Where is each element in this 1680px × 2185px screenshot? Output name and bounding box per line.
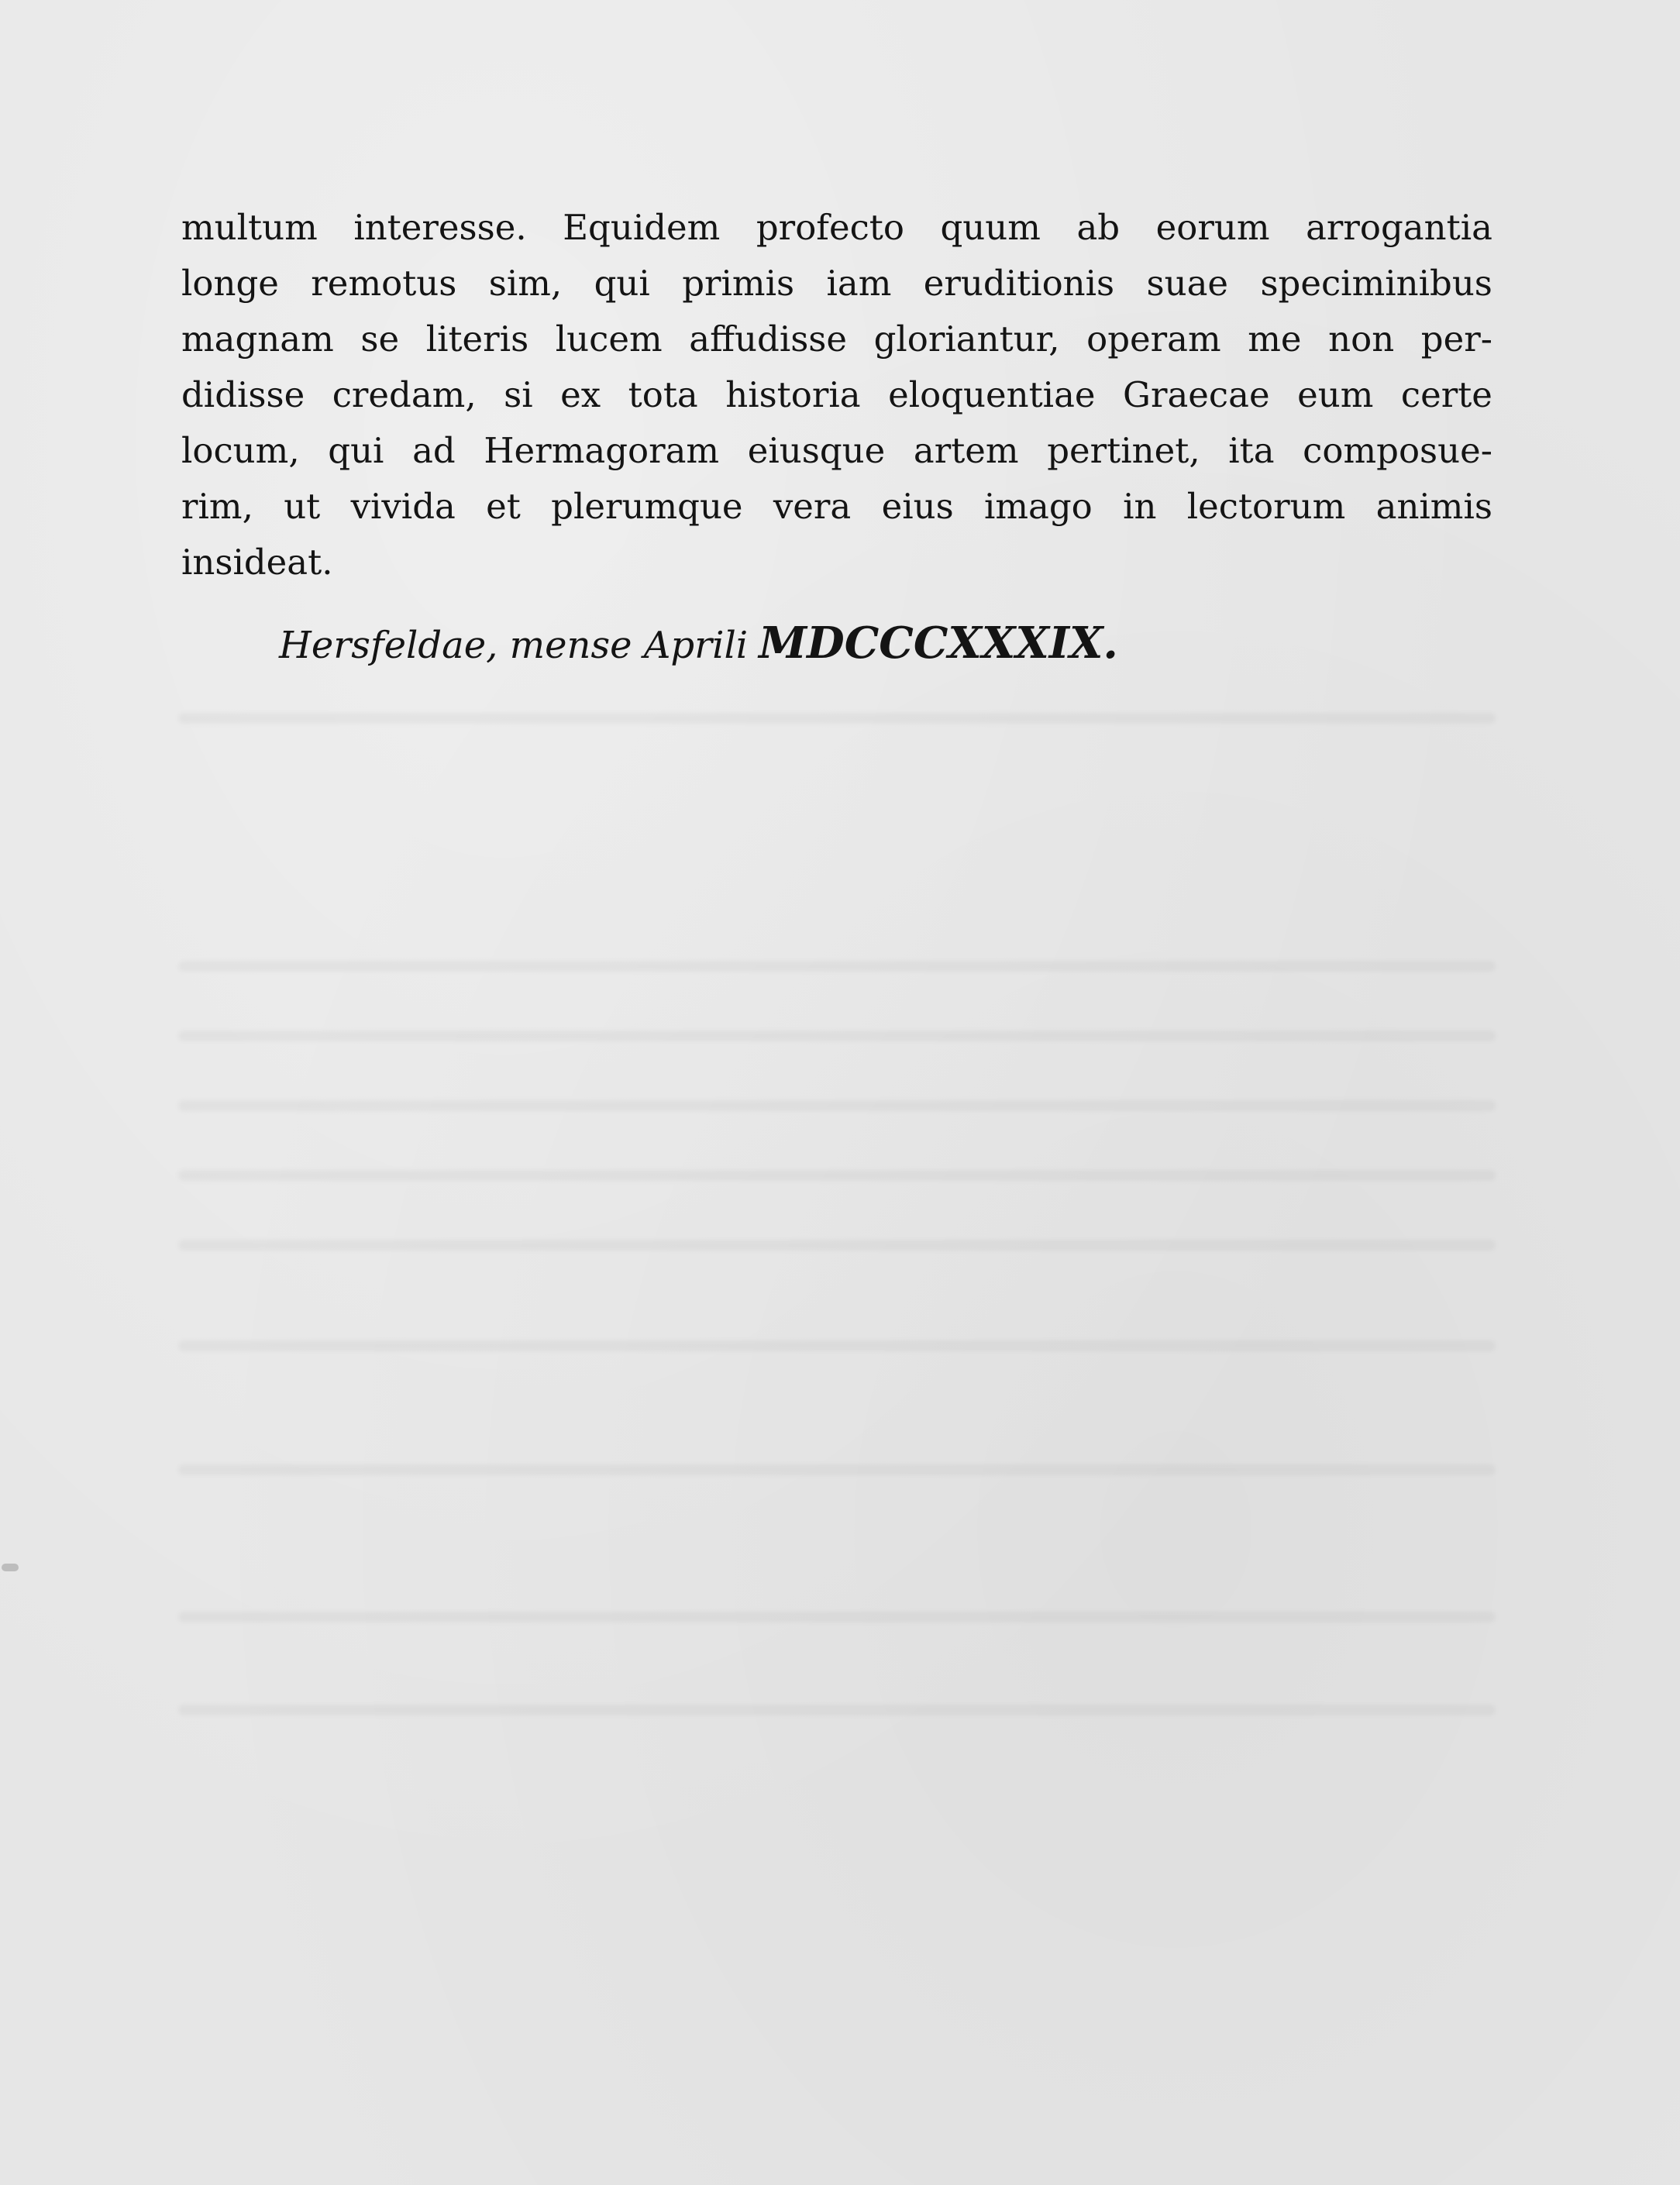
word: ex	[560, 374, 601, 415]
word: per-	[1420, 318, 1492, 360]
word: artem	[913, 430, 1019, 471]
word: sim,	[488, 263, 563, 304]
word: animis	[1375, 486, 1492, 527]
show-through	[178, 1170, 1496, 1181]
word: non	[1328, 318, 1395, 360]
show-through	[178, 1031, 1496, 1041]
word: eum	[1297, 374, 1374, 415]
show-through	[178, 1240, 1496, 1251]
text-line	[181, 367, 1492, 423]
word: lectorum	[1186, 486, 1346, 527]
show-through	[178, 1100, 1496, 1111]
word: eloquentiae	[888, 374, 1096, 415]
word: operam	[1086, 318, 1221, 360]
show-through	[178, 713, 1496, 724]
word: gloriantur,	[873, 318, 1060, 360]
word: qui	[328, 430, 384, 471]
show-through	[178, 1340, 1496, 1351]
word: suae	[1146, 263, 1229, 304]
word: profecto	[756, 207, 904, 248]
word: plerumque	[551, 486, 743, 527]
word: eius	[881, 486, 954, 527]
word: literis	[425, 318, 529, 360]
word: si	[504, 374, 533, 415]
word: ad	[412, 430, 456, 471]
text-line	[181, 479, 1492, 535]
word: tota	[628, 374, 698, 415]
word: ab	[1076, 207, 1121, 248]
word: eruditionis	[923, 263, 1115, 304]
text-line	[181, 535, 1492, 590]
signature-year: MDCCCXXXIX.	[759, 618, 1118, 669]
word: pertinet,	[1047, 430, 1200, 471]
word: speciminibus	[1260, 263, 1492, 304]
word: eiusque	[747, 430, 886, 471]
word: affudisse	[689, 318, 848, 360]
word: historia	[725, 374, 861, 415]
show-through	[178, 1464, 1496, 1475]
text-line	[181, 423, 1492, 479]
word: vera	[773, 486, 852, 527]
word: ut	[284, 486, 321, 527]
show-through	[178, 961, 1496, 972]
word: interesse.	[353, 207, 527, 248]
word: quum	[940, 207, 1041, 248]
word: lucem	[555, 318, 663, 360]
page-speck	[2, 1564, 19, 1571]
word: ita	[1228, 430, 1275, 471]
word: vivida	[350, 486, 456, 527]
show-through	[178, 1705, 1496, 1715]
word: magnam	[181, 318, 334, 360]
word: me	[1248, 318, 1302, 360]
word: remotus	[311, 263, 457, 304]
word: insideat.	[181, 542, 333, 583]
word: qui	[594, 263, 650, 304]
word: credam,	[332, 374, 477, 415]
word: certe	[1400, 374, 1492, 415]
word: Equidem	[563, 207, 721, 248]
word: didisse	[181, 374, 305, 415]
word: Hermagoram	[484, 430, 720, 471]
word: multum	[181, 207, 318, 248]
text-line	[181, 256, 1492, 311]
word: in	[1123, 486, 1157, 527]
word: Graecae	[1123, 374, 1270, 415]
word: rim,	[181, 486, 253, 527]
word: arrogantia	[1306, 207, 1492, 248]
word: primis	[682, 263, 795, 304]
word: iam	[826, 263, 892, 304]
word: composue-	[1303, 430, 1492, 471]
signature-place-date: Hersfeldae, mense Aprili	[279, 624, 749, 667]
text-line	[181, 311, 1492, 367]
signature-line	[279, 612, 1209, 674]
text-line	[181, 200, 1492, 256]
word: se	[360, 318, 400, 360]
word: longe	[181, 263, 279, 304]
body-text	[181, 200, 1492, 590]
word: eorum	[1155, 207, 1270, 248]
word: locum,	[181, 430, 300, 471]
word: imago	[983, 486, 1093, 527]
show-through	[178, 1612, 1496, 1622]
word: et	[486, 486, 521, 527]
